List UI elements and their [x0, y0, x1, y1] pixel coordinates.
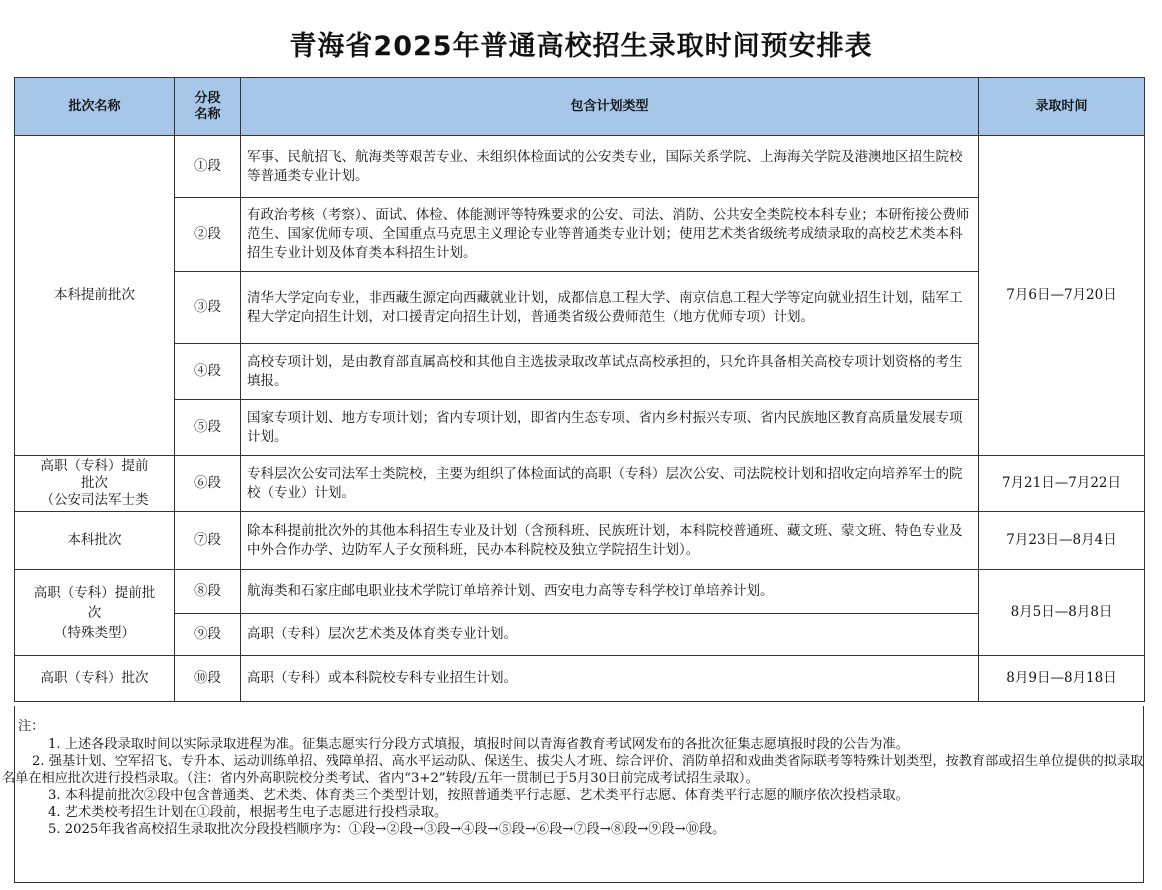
time-cell: 7月21日—7月22日	[979, 456, 1145, 512]
segment-cell: ⑩段	[175, 656, 241, 702]
batch-cell	[15, 456, 175, 512]
table-row	[15, 344, 1145, 400]
batch-line: 高职（专科）提前批次	[33, 584, 156, 621]
segment-cell: ⑧段	[175, 570, 241, 614]
time-cell: 8月5日—8月8日	[979, 570, 1145, 656]
table-row	[15, 570, 1145, 614]
batch-line: （特殊类型）	[54, 624, 135, 641]
batch-line: 高职（专科）提前批次	[40, 458, 149, 491]
segment-cell: ③段	[175, 272, 241, 344]
notes-label: 注：	[18, 719, 45, 734]
note-item: 2. 强基计划、空军招飞、专升本、运动训练单招、残障单招、高水平运动队、保送生、拔尖人才班、综合评价、消防单招和戏曲类省际联考等特殊计划类型，按教育部或招生单位提供的拟录取名单在相应批次进行投档录取。（注：省内外高职院校分类考试、省内“3+2”转段/五年一贯制已于5月30日前完成考试招生录取）。	[2, 754, 1144, 786]
segment-cell: ②段	[175, 198, 241, 272]
table-row	[15, 614, 1145, 656]
time-cell: 8月9日—8月18日	[979, 656, 1145, 702]
plans-cell: 国家专项计划、地方专项计划；省内专项计划，即省内生态专项、省内乡村振兴专项、省内民族地区教育高质量发展专项计划。	[241, 400, 979, 456]
note-item: 4. 艺术类校考招生计划在①段前，根据考生电子志愿进行投档录取。	[48, 805, 448, 820]
table-row	[15, 656, 1145, 702]
segment-cell: ⑦段	[175, 512, 241, 570]
table-row	[15, 198, 1145, 272]
table-row	[15, 400, 1145, 456]
batch-line: （公安司法军士类	[40, 492, 149, 508]
plans-cell: 高职（专科）层次艺术类及体育类专业计划。	[241, 614, 979, 656]
table-row	[15, 512, 1145, 570]
batch-cell: 本科提前批次	[15, 136, 175, 456]
segment-cell: ⑨段	[175, 614, 241, 656]
table-header-row	[15, 78, 1145, 136]
batch-cell	[15, 570, 175, 656]
note-item: 1. 上述各段录取时间以实际录取进程为准。征集志愿实行分段方式填报，填报时间以青海省教育考试网发布的各批次征集志愿填报时段的公告为准。	[48, 737, 909, 752]
plans-cell: 高职（专科）或本科院校专科专业招生计划。	[241, 656, 979, 702]
table-row	[15, 456, 1145, 512]
header-time: 录取时间	[979, 78, 1145, 136]
note-item: 5. 2025年我省高校招生录取批次分段投档顺序为：①段→②段→③段→④段→⑤段→⑥段→⑦段→⑧段→⑨段→⑩段。	[48, 822, 726, 837]
plans-cell: 军事、民航招飞、航海类等艰苦专业、未组织体检面试的公安类专业，国际关系学院、上海海关学院及港澳地区招生院校等普通类专业计划。	[241, 136, 979, 198]
time-cell: 7月6日—7月20日	[979, 136, 1145, 456]
admission-schedule-table	[14, 77, 1145, 702]
notes-section	[2, 718, 1144, 838]
time-cell: 7月23日—8月4日	[979, 512, 1145, 570]
plans-cell: 高校专项计划，是由教育部直属高校和其他自主选拔录取改革试点高校承担的，只允许具备相关高校专项计划资格的考生填报。	[241, 344, 979, 400]
plans-cell: 清华大学定向专业，非西藏生源定向西藏就业计划，成都信息工程大学、南京信息工程大学等定向就业招生计划，陆军工程大学定向招生计划，对口援青定向招生计划，普通类省级公费师范生（地方优师专项）计划。	[241, 272, 979, 344]
segment-cell: ⑥段	[175, 456, 241, 512]
plans-cell: 有政治考核（考察）、面试、体检、体能测评等特殊要求的公安、司法、消防、公共安全类院校本科专业；本研衔接公费师范生、国家优师专项、全国重点马克思主义理论专业等普通类专业计划；使用艺术类省级统考成绩录取的高校艺术类本科招生专业计划及体育类本科招生计划。	[241, 198, 979, 272]
note-item: 3. 本科提前批次②段中包含普通类、艺术类、体育类三个类型计划，按照普通类平行志愿、艺术类平行志愿、体育类平行志愿的顺序依次投档录取。	[48, 788, 909, 803]
plans-cell: 航海类和石家庄邮电职业技术学院订单培养计划、西安电力高等专科学校订单培养计划。	[241, 570, 979, 614]
header-batch: 批次名称	[15, 78, 175, 136]
table-row	[15, 272, 1145, 344]
batch-cell: 高职（专科）批次	[15, 656, 175, 702]
segment-cell: ①段	[175, 136, 241, 198]
table-row	[15, 136, 1145, 198]
segment-cell: ④段	[175, 344, 241, 400]
batch-cell: 本科批次	[15, 512, 175, 570]
plans-cell: 除本科提前批次外的其他本科招生专业及计划（含预科班、民族班计划，本科院校普通班、藏文班、蒙文班、特色专业及中外合作办学、边防军人子女预科班，民办本科院校及独立学院招生计划）。	[241, 512, 979, 570]
segment-cell: ⑤段	[175, 400, 241, 456]
header-segment: 分段名称	[175, 78, 241, 136]
header-plans: 包含计划类型	[241, 78, 979, 136]
notes-frame-left	[14, 706, 15, 883]
plans-cell: 专科层次公安司法军士类院校，主要为组织了体检面试的高职（专科）层次公安、司法院校计划和招收定向培养军士的院校（专业）计划。	[241, 456, 979, 512]
page-title: 青海省2025年普通高校招生录取时间预安排表	[289, 31, 873, 62]
bottom-border	[14, 882, 1144, 883]
